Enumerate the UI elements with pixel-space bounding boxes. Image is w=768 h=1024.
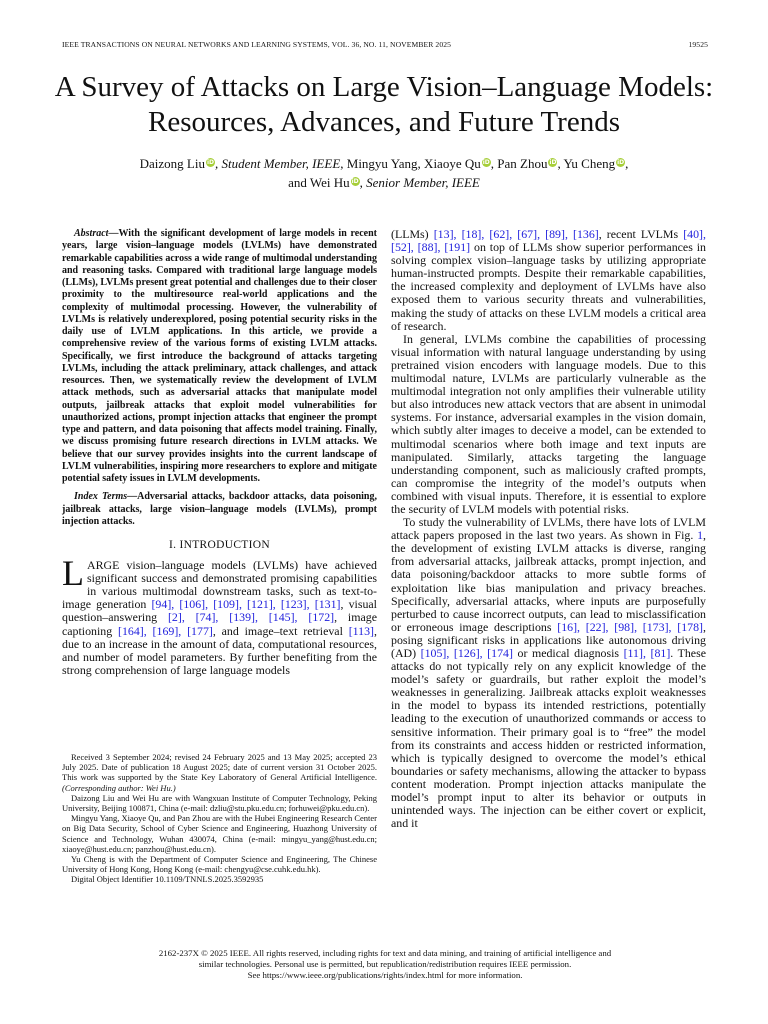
author-name: and Wei Hu xyxy=(288,175,350,190)
orcid-icon[interactable]: iD xyxy=(482,159,490,166)
footnote-doi: Digital Object Identifier 10.1109/TNNLS.2025.3592935 xyxy=(71,874,264,885)
body-text: or medical diagnosis xyxy=(512,646,624,660)
orcid-icon[interactable]: iD xyxy=(549,159,557,166)
copyright-line: See https://www.ieee.org/publications/rights/index.html for more information. xyxy=(247,970,523,980)
author-name: , Pan Zhou xyxy=(490,156,548,171)
body-paragraph xyxy=(391,228,706,333)
orcid-icon[interactable]: iD xyxy=(617,159,625,166)
footnote-affiliation: Mingyu Yang, Xiaoye Qu, and Pan Zhou are with the Hubei Engineering Research Center on Big Data Security, School of Cyber Science and Engineering, Huazhong University of Science and Technology, Wuhan 430074, China (e-mail: mingyu_yang@hust.edu.cn; xiaoye@hust.edu.cn; panzhou@hust.edu.cn). xyxy=(62,813,377,854)
abstract-text: —With the significant development of large models in recent years, large vision–language models (LVLMs) have demonstrated remarkable capabilities across a wide range of multimodal understanding and reasoning tasks. Compared with traditional large language models (LLMs), LVLMs present great potential and challenges due to their closer proximity to the multiresource real-world applications and the complexity of multimodal processing. However, the vulnerability of LVLMs is relatively underexplored, posing potential security risks in the daily use of LVLM applications. In this article, we provide a comprehensive review of the various forms of existing LVLM attacks. Specifically, we first introduce the background of attacks targeting LVLMs, including the attack preliminary, attack challenges, and attack resources. Then, we systematically review the development of LVLM attack methods, such as adversarial attacks that manipulate model outputs, jailbreak attacks that exploit model vulnerabilities for unauthorized actions, prompt injection attacks that engineer the prompt type and pattern, and data poisoning that affects model training. Finally, we discuss promising future research directions in LVLM attacks. We believe that our survey provides insights into the current landscape of LVLM vulnerabilities, inspiring more researchers to explore and mitigate potential safety issues in LVLM developments. xyxy=(62,228,377,484)
intro-text: ARGE vision–language models (LVLMs) have achieved significant success and demonstrated promising capabilities in various multimodal downstream tasks, such as text-to-image generation xyxy=(62,558,377,612)
paper-title: A Survey of Attacks on Large Vision–Language Models: Resources, Advances, and Future Trends xyxy=(54,71,714,138)
right-column xyxy=(391,228,706,830)
footnotes xyxy=(62,752,377,885)
citation-link[interactable]: [2], [74], [139], [145], [172] xyxy=(167,610,335,625)
body-text: on top of LLMs show superior performances in solving complex vision–language tasks by utilizing appropriate human-instructed prompts. Despite their remarkable capabilities, the increased complexity and deployment of LVLMs have also exposed them to various security threats and vulnerabilities, making the study of attacks on these LVLM models a critical area of research. xyxy=(391,240,706,333)
copyright-line: 2162-237X © 2025 IEEE. All rights reserved, including rights for text and data mining, and training of artificial intelligence and xyxy=(158,948,612,958)
page-number: 19525 xyxy=(688,40,708,49)
intro-text: , due to an increase in the amount of data, computational resources, and number of model parameters. By further benefiting from the strong comprehension of large language models xyxy=(62,623,377,677)
corresponding-author: (Corresponding author: Wei Hu.) xyxy=(62,782,176,793)
body-text: (LLMs) xyxy=(391,227,434,241)
author-role: , Senior Member, IEEE xyxy=(359,175,480,190)
citation-link[interactable]: [164], [169], [177] xyxy=(118,623,213,638)
footnote-affiliation: Yu Cheng is with the Department of Computer Science and Engineering, The Chinese University of Hong Kong, Hong Kong (e-mail: chengyu@cse.cuhk.edu.hk). xyxy=(62,854,377,875)
copyright-notice xyxy=(62,948,708,981)
drop-cap: L xyxy=(62,553,84,594)
author-list xyxy=(40,154,728,192)
body-text: . These attacks do not typically rely on any explicit knowledge of the model’s safety or guardrails, but rather exploit the model’s weaknesses in generalizing. Jailbreak attacks exploit weaknesses in the model to bypass its intended restrictions, potentially leading to the execution of unauthorized commands or access to sensitive information. Their primary goal is to “free” the model from its constraints and access hidden or restricted information, which is typically designed to overcome the model’s ethical boundaries or safety mechanisms, allowing the attacker to bypass content moderation. Prompt injection attacks manipulate the model’s prompt input to alter its behavior or outputs in unintended ways. The injection can be either covert or explicit, and it xyxy=(391,646,706,831)
index-terms xyxy=(62,491,377,528)
body-text: , the development of existing LVLM attacks is diverse, ranging from adversarial attacks, jailbreak attacks, prompt injection, and data poisoning/backdoor attacks to more subtle forms of exploitation like bias manipulation and privacy breaches. Specifically, adversarial attacks, where inputs are purposefully perturbed to cause incorrect outputs, can lead to misclassification or erroneous image descriptions xyxy=(391,528,706,634)
footnote-affiliation: Daizong Liu and Wei Hu are with Wangxuan Institute of Computer Technology, Peking University, Beijing 100871, China (e-mail: dzliu@stu.pku.edu.cn; forhuwei@pku.edu.cn). xyxy=(62,792,377,814)
citation-link[interactable]: [16], [22], [98], [173], [178] xyxy=(557,619,703,634)
citation-link[interactable]: [94], [106], [109], [121], [123], [131] xyxy=(151,597,341,612)
footnote-text: Received 3 September 2024; revised 24 February 2025 and 13 May 2025; accepted 23 July 2025. Date of publication 18 August 2025; date of current version 31 October 2025. This work was supported by the State Key Laboratory of General Artificial Intelligence. xyxy=(62,752,377,783)
journal-header: IEEE TRANSACTIONS ON NEURAL NETWORKS AND LEARNING SYSTEMS, VOL. 36, NO. 11, NOVEMBER 2025 xyxy=(62,40,452,49)
author-name: Daizong Liu xyxy=(139,156,205,171)
abstract xyxy=(62,228,377,485)
body-paragraph xyxy=(391,516,706,830)
author-name: , Yu Cheng xyxy=(557,156,616,171)
body-text: To study the vulnerability of LVLMs, there have lots of LVLM attack papers proposed in the last two years. As shown in Fig. xyxy=(391,515,706,543)
body-text: , posing significant risks in applications like autonomous driving (AD) xyxy=(391,619,706,660)
running-header xyxy=(62,40,708,54)
intro-text: , image captioning xyxy=(62,610,377,638)
intro-text: , and image–text retrieval xyxy=(212,623,349,638)
body-text: , recent LVLMs xyxy=(598,227,684,241)
body-paragraph: In general, LVLMs combine the capabilities of processing visual information with natural language understanding by using pretrained vision encoders with language models. Due to this multimodal nature, LVLMs are particularly vulnerable as the multimodal integration not only amplifies their vulnerable utility but also introduces new attack vectors that are absent in unimodal systems. For instance, adversarial examples in the vision domain, which subtly alter images to deceive a model, can be extended to multimodal scenarios where both image and text inputs are manipulated. Similarly, attacks targeting the language understanding component, such as maliciously crafted prompts, can compromise the integrity of the model’s outputs when combined with visual inputs. Therefore, it is essential to explore the security of LVLM models with potential risks. xyxy=(391,331,706,516)
section-heading: I. INTRODUCTION xyxy=(169,539,270,551)
citation-link[interactable]: [11], [81] xyxy=(623,646,671,660)
intro-paragraph xyxy=(62,553,377,677)
citation-link[interactable]: [113] xyxy=(348,623,375,638)
left-column xyxy=(62,228,377,677)
author-name: , Mingyu Yang, Xiaoye Qu xyxy=(340,156,481,171)
copyright-line: similar technologies. Personal use is permitted, but republication/redistribution requires IEEE permission. xyxy=(198,959,572,969)
footnote-received xyxy=(62,752,377,793)
citation-link[interactable]: [13], [18], [62], [67], [89], [136] xyxy=(433,227,599,241)
orcid-icon[interactable]: iD xyxy=(206,159,214,166)
citation-link[interactable]: [105], [126], [174] xyxy=(420,646,513,660)
author-role: , Student Member, IEEE xyxy=(214,156,341,171)
intro-text: , visual question–answering xyxy=(62,597,377,625)
index-terms-text: —Adversarial attacks, backdoor attacks, data poisoning, jailbreak attacks, large vision–language models (LVLMs), prompt injection attacks. xyxy=(62,491,377,527)
abstract-label: Abstract xyxy=(74,228,109,239)
author-separator: , xyxy=(625,156,629,171)
citation-link[interactable]: [40], [52], [88], [191] xyxy=(391,227,706,255)
figure-link[interactable]: 1 xyxy=(697,528,704,543)
index-terms-label: Index Terms xyxy=(74,491,128,503)
orcid-icon[interactable]: iD xyxy=(351,178,359,185)
